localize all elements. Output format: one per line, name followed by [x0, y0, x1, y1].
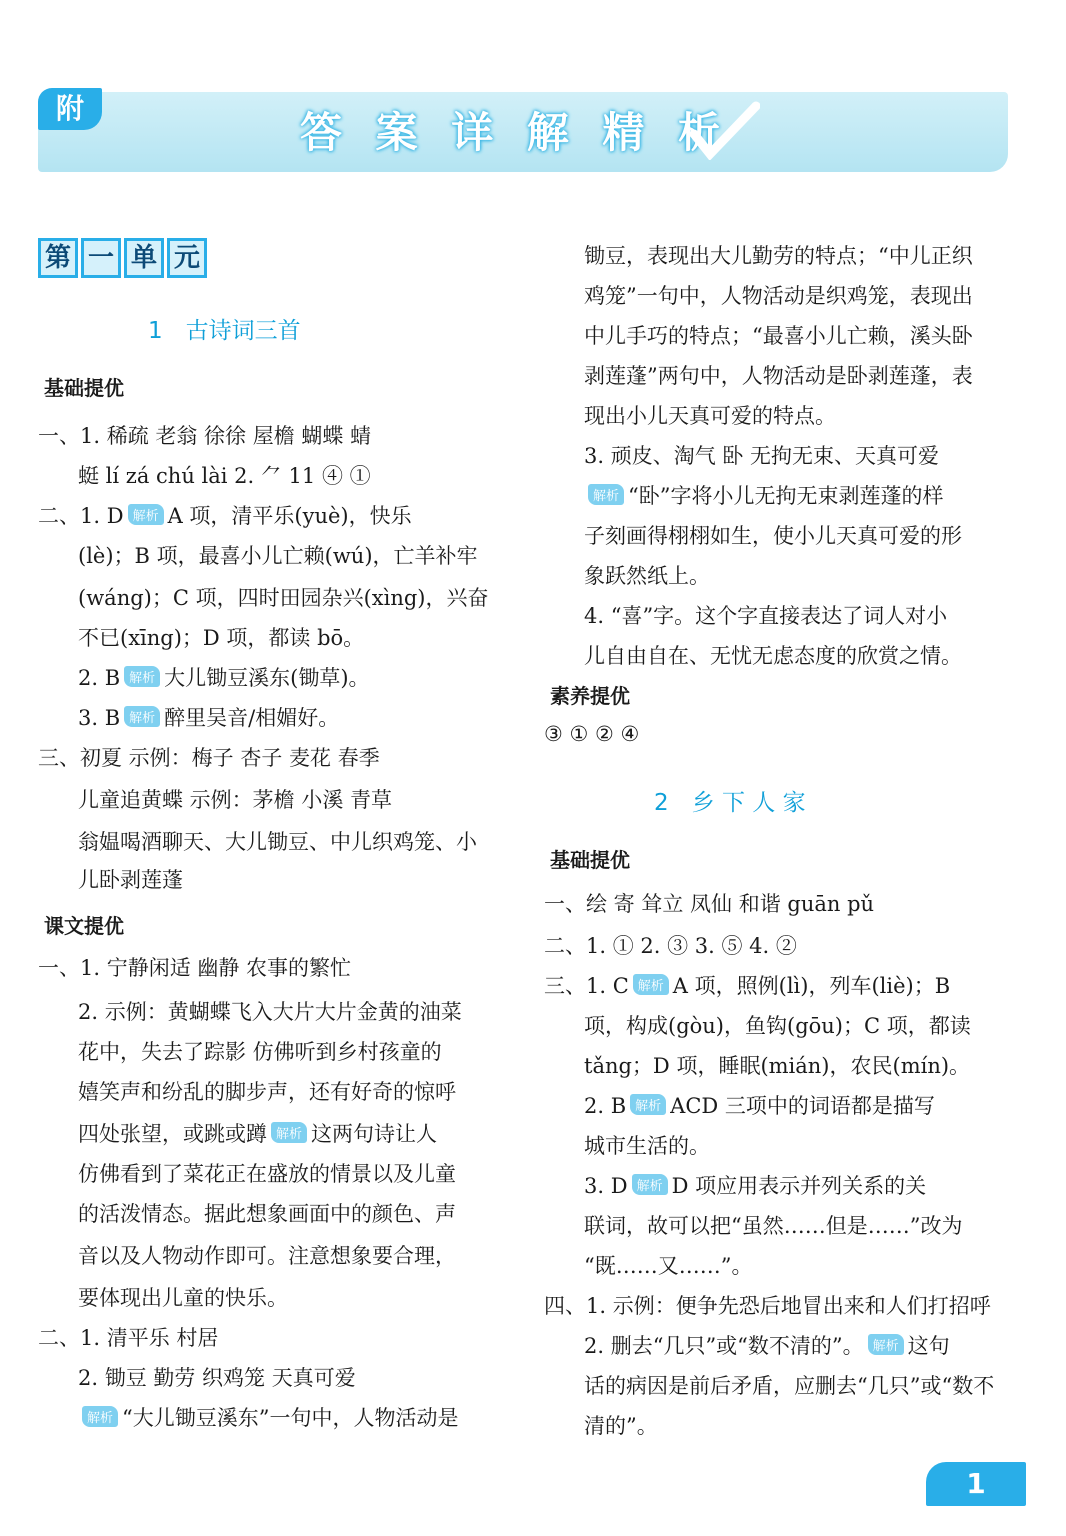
answer-text: 二、1. 清平乐 村居: [38, 1326, 219, 1350]
answer-line: [78, 622, 496, 652]
analysis-text: 这句: [907, 1334, 950, 1358]
analysis-text: D 项应用表示并列关系的关: [671, 1174, 927, 1198]
lesson-title: 1 古诗词三首: [148, 318, 301, 344]
answer-text: (lè)；B 项，最喜小儿亡赖(wú)，亡羊补牢: [78, 544, 478, 568]
answer-text: 现出小儿天真可爱的特点。: [584, 404, 836, 428]
answer-text: 仿佛看到了菜花正在盛放的情景以及儿童: [78, 1162, 456, 1186]
answer-line: [78, 1036, 496, 1066]
answer-text: 不已(xīng)；D 项，都读 bō。: [78, 626, 365, 650]
answer-text: (wáng)；C 项，四时田园杂兴(xìng)，兴奋: [78, 586, 489, 610]
section-heading: 基础提优: [44, 376, 124, 400]
answer-text: 音以及人物动作即可。注意想象要合理，: [78, 1244, 456, 1268]
answer-text: tǎng；D 项，睡眠(mián)，农民(mín)。: [584, 1054, 971, 1078]
answer-text: 2. 示例：黄蝴蝶飞入大片大片金黄的油菜: [78, 1000, 462, 1024]
answer-line: [584, 640, 1010, 670]
answer-line: [584, 560, 710, 590]
unit-heading: [38, 238, 207, 278]
title-char: 解: [526, 108, 569, 157]
answer-text: ③ ① ② ④: [544, 722, 640, 746]
answer-line: [584, 1410, 658, 1440]
answer-text: 翁媪喝酒聊天、大儿锄豆、中儿织鸡笼、小: [78, 830, 477, 854]
answer-line: [78, 996, 496, 1026]
answer-text: 要体现出儿童的快乐。: [78, 1286, 288, 1310]
answer-text: 联词，故可以把“虽然……但是……”改为: [584, 1214, 963, 1238]
answer-line: [78, 540, 496, 570]
answer-text: 2. B: [78, 666, 121, 690]
analysis-tag: 解析: [588, 484, 624, 505]
answer-text: 一、1. 稀疏 老翁 徐徐 屋檐 蝴蝶 蜻: [38, 424, 372, 448]
answer-text: 清的”。: [584, 1414, 658, 1438]
answer-text: 2. B: [584, 1094, 627, 1118]
answer-line: [584, 1050, 1010, 1080]
answer-line: [584, 520, 1010, 550]
answer-text: 嬉笑声和纷乱的脚步声，还有好奇的惊呼: [78, 1080, 456, 1104]
analysis-tag: 解析: [128, 504, 164, 525]
section-heading: 素养提优: [550, 684, 630, 708]
answer-line: [78, 1198, 496, 1228]
answer-text: 三、初夏 示例：梅子 杏子 麦花 春季: [38, 746, 380, 770]
answer-line: [584, 1250, 752, 1280]
page-title: [300, 100, 720, 160]
answer-line: [584, 1010, 1010, 1040]
answer-text: 一、绘 寄 耸立 凤仙 和谐 guān pǔ: [544, 892, 875, 916]
analysis-tag: 解析: [82, 1406, 118, 1427]
answer-line: [38, 500, 496, 530]
appendix-tag: 附: [38, 88, 102, 130]
analysis-tag: 解析: [630, 1094, 666, 1115]
answer-text: 中儿手巧的特点；“最喜小儿亡赖，溪头卧: [584, 324, 973, 348]
answer-text: 3. B: [78, 706, 121, 730]
answer-text: 剥莲蓬”两句中，人物活动是卧剥莲蓬，表: [584, 364, 973, 388]
title-char: 详: [451, 108, 494, 157]
answer-text: 儿卧剥莲蓬: [78, 868, 183, 892]
answer-text: 项，构成(gòu)，鱼钩(gōu)；C 项，都读: [584, 1014, 971, 1038]
title-char: 析: [677, 108, 720, 157]
answer-line: [78, 864, 496, 894]
answer-text: 儿自由自在、无忧无虑态度的欣赏之情。: [584, 644, 962, 668]
checkmark-icon: [690, 100, 760, 160]
title-char: 精: [602, 108, 645, 157]
answer-text: 城市生活的。: [584, 1134, 710, 1158]
answer-line: [584, 1090, 935, 1120]
unit-char: 一: [81, 238, 121, 278]
answer-line: [38, 1322, 218, 1352]
answer-line: [544, 970, 1010, 1000]
unit-char: 单: [124, 238, 164, 278]
unit-char: 第: [38, 238, 78, 278]
answer-text: 四处张望，或跳或蹲: [78, 1122, 267, 1146]
answer-line: [584, 440, 1010, 470]
answer-text: 子刻画得栩栩如生，使小儿天真可爱的形: [584, 524, 962, 548]
analysis-tag: 解析: [632, 1174, 668, 1195]
answer-text: 的活泼情态。据此想象画面中的颜色、声: [78, 1202, 456, 1226]
answer-text: 二、1. ① 2. ③ 3. ⑤ 4. ②: [544, 934, 797, 958]
answer-line: [78, 1076, 496, 1106]
answer-line: [38, 420, 371, 450]
answer-line: [38, 952, 351, 982]
answer-line: [78, 1282, 288, 1312]
answer-text: 2. 删去“几只”或“数不清的”。: [584, 1334, 864, 1358]
answer-text: 儿童追黄蝶 示例：茅檐 小溪 青草: [78, 788, 393, 812]
answer-text: 一、1. 宁静闲适 幽静 农事的繁忙: [38, 956, 352, 980]
answer-line: [78, 1240, 496, 1270]
answer-line: [584, 1130, 1010, 1160]
section-heading: 基础提优: [550, 848, 630, 872]
title-char: 案: [375, 108, 418, 157]
analysis-text: “卧”字将小儿无拘无束剥莲蓬的样: [628, 484, 944, 508]
answer-line: [584, 1330, 1010, 1360]
answer-text: 3. 顽皮、淘气 卧 无拘无束、天真可爱: [584, 444, 940, 468]
analysis-tag: 解析: [124, 666, 160, 687]
analysis-tag: 解析: [124, 706, 160, 727]
answer-line: [544, 888, 1010, 918]
page-number: 1: [926, 1462, 1026, 1506]
unit-char: 元: [167, 238, 207, 278]
answer-line: [584, 600, 1010, 630]
analysis-text: 这两句诗让人: [311, 1122, 438, 1146]
answer-line: [78, 582, 496, 612]
answer-text: 3. D: [584, 1174, 628, 1198]
answer-line: [584, 1370, 1010, 1400]
analysis-text: 醉里吴音/相媚好。: [164, 706, 340, 730]
answer-line: [584, 1170, 1010, 1200]
answer-line: [584, 320, 1010, 350]
answer-text: 象跃然纸上。: [584, 564, 710, 588]
answer-line: [544, 1290, 1010, 1320]
answer-text: 蜓 lí zá chú lài 2. ⺈ 11 ④ ①: [78, 464, 371, 488]
analysis-text: A 项，清平乐(yuè)，快乐: [167, 504, 412, 528]
analysis-text: “大儿锄豆溪东”一句中，人物活动是: [122, 1406, 459, 1430]
answer-line: [584, 1210, 1010, 1240]
answer-line: [78, 784, 496, 814]
answer-line: [78, 460, 496, 490]
answer-line: [78, 826, 496, 856]
answer-text: 三、1. C: [544, 974, 629, 998]
answer-line: [78, 702, 339, 732]
answer-text: 二、1. D: [38, 504, 124, 528]
answer-line: [78, 1402, 496, 1432]
answer-line: [78, 1158, 496, 1188]
analysis-text: 大儿锄豆溪东(锄草)。: [164, 666, 370, 690]
analysis-text: A 项，照例(lì)，列车(liè)；B: [672, 974, 951, 998]
analysis-tag: 解析: [271, 1122, 307, 1143]
answer-line: [78, 1362, 356, 1392]
answer-text: 四、1. 示例：便争先恐后地冒出来和人们打招呼: [544, 1294, 991, 1318]
answer-line: [584, 480, 1010, 510]
answer-line: [78, 1118, 496, 1148]
section-heading: 课文提优: [44, 914, 124, 938]
analysis-text: ACD 三项中的词语都是描写: [670, 1094, 935, 1118]
answer-text: 话的病因是前后矛盾，应删去“几只”或“数不: [584, 1374, 995, 1398]
answer-text: “既……又……”。: [584, 1254, 753, 1278]
answer-text: 锄豆，表现出大儿勤劳的特点；“中儿正织: [584, 244, 973, 268]
answer-line: [584, 360, 1010, 390]
lesson-title: 2 乡 下 人 家: [654, 790, 806, 816]
analysis-tag: 解析: [868, 1334, 904, 1355]
answer-text: 2. 锄豆 勤劳 织鸡笼 天真可爱: [78, 1366, 356, 1390]
title-char: 答: [300, 108, 343, 157]
answer-line: [544, 722, 639, 746]
answer-line: [584, 400, 836, 430]
answer-text: 4. “喜”字。这个字直接表达了词人对小: [584, 604, 948, 628]
answer-line: [78, 662, 370, 692]
analysis-tag: 解析: [633, 974, 669, 995]
answer-text: 鸡笼”一句中，人物活动是织鸡笼，表现出: [584, 284, 973, 308]
answer-line: [38, 742, 380, 772]
answer-line: [584, 280, 1010, 310]
answer-line: [544, 930, 797, 960]
answer-line: [584, 240, 1010, 270]
answer-text: 花中，失去了踪影 仿佛听到乡村孩童的: [78, 1040, 442, 1064]
